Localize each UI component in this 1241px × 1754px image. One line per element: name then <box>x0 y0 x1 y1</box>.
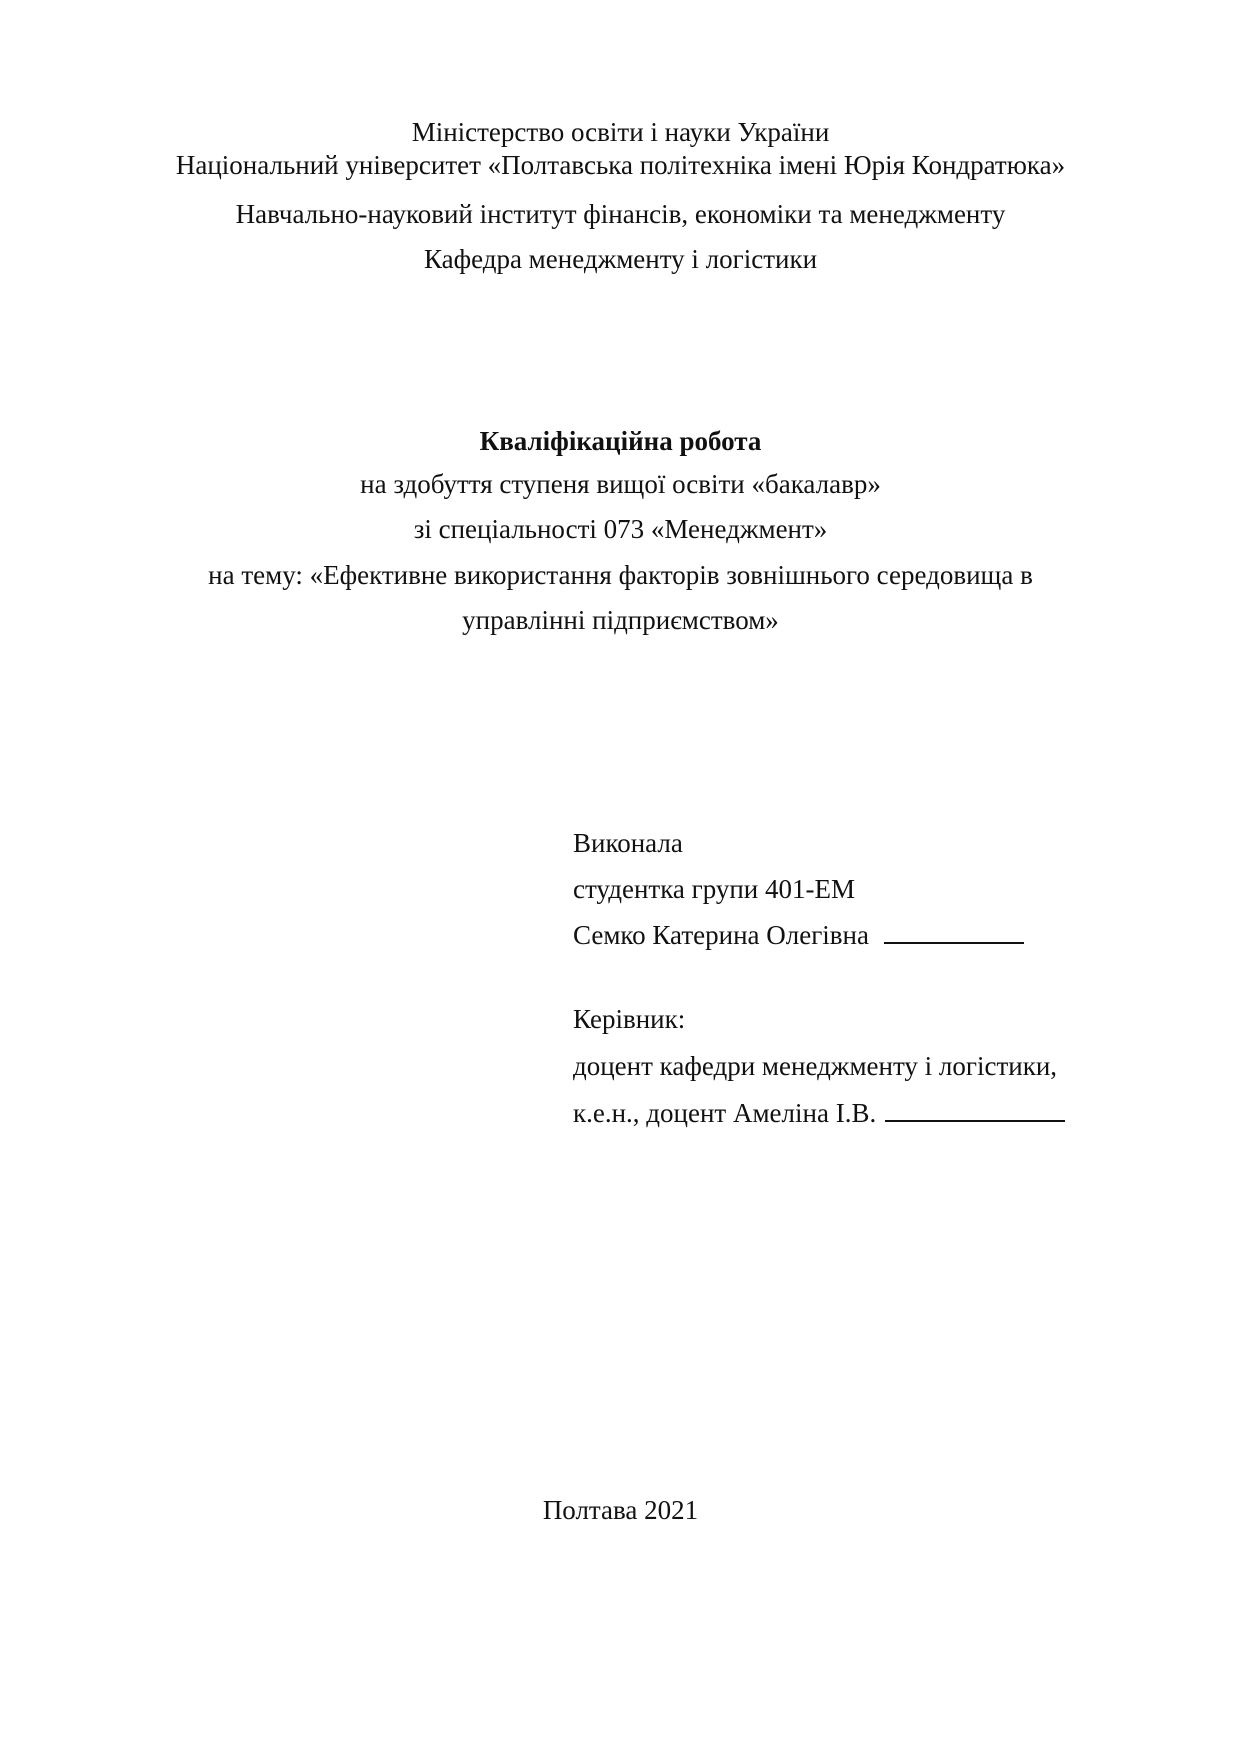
supervisor-signature-row <box>573 1096 1065 1129</box>
author-group: студентка групи 401-ЕМ <box>573 874 855 904</box>
degree-line: на здобуття ступеня вищої освіти «бакалавр» <box>360 469 881 499</box>
topic-line-1: на тему: «Ефективне використання факторів зовнішнього середовища в <box>208 560 1033 590</box>
institute-line: Навчально-науковий інститут фінансів, економіки та менеджменту <box>235 199 1006 229</box>
topic-line-2: управлінні підприємством» <box>462 605 779 635</box>
supervisor-label: Керівник: <box>573 1004 686 1034</box>
author-label: Виконала <box>573 828 683 858</box>
author-name: Семко Катерина Олегівна <box>573 920 869 950</box>
supervisor-position: доцент кафедри менеджменту і логістики, <box>573 1051 1058 1081</box>
specialty-line: зі спеціальності 073 «Менеджмент» <box>413 514 828 544</box>
university-line: Національний університет «Полтавська політехніка імені Юрія Кондратюка» <box>175 150 1066 180</box>
city-year: Полтава 2021 <box>542 1495 699 1525</box>
department-line: Кафедра менеджменту і логістики <box>423 244 818 274</box>
supervisor-signature-line <box>885 1096 1065 1122</box>
author-signature-row <box>573 918 1024 951</box>
supervisor-name: к.е.н., доцент Амеліна І.В. <box>573 1098 877 1128</box>
ministry-line: Міністерство освіти і науки України <box>411 117 830 147</box>
work-title: Кваліфікаційна робота <box>479 426 762 456</box>
author-signature-line <box>884 918 1024 944</box>
